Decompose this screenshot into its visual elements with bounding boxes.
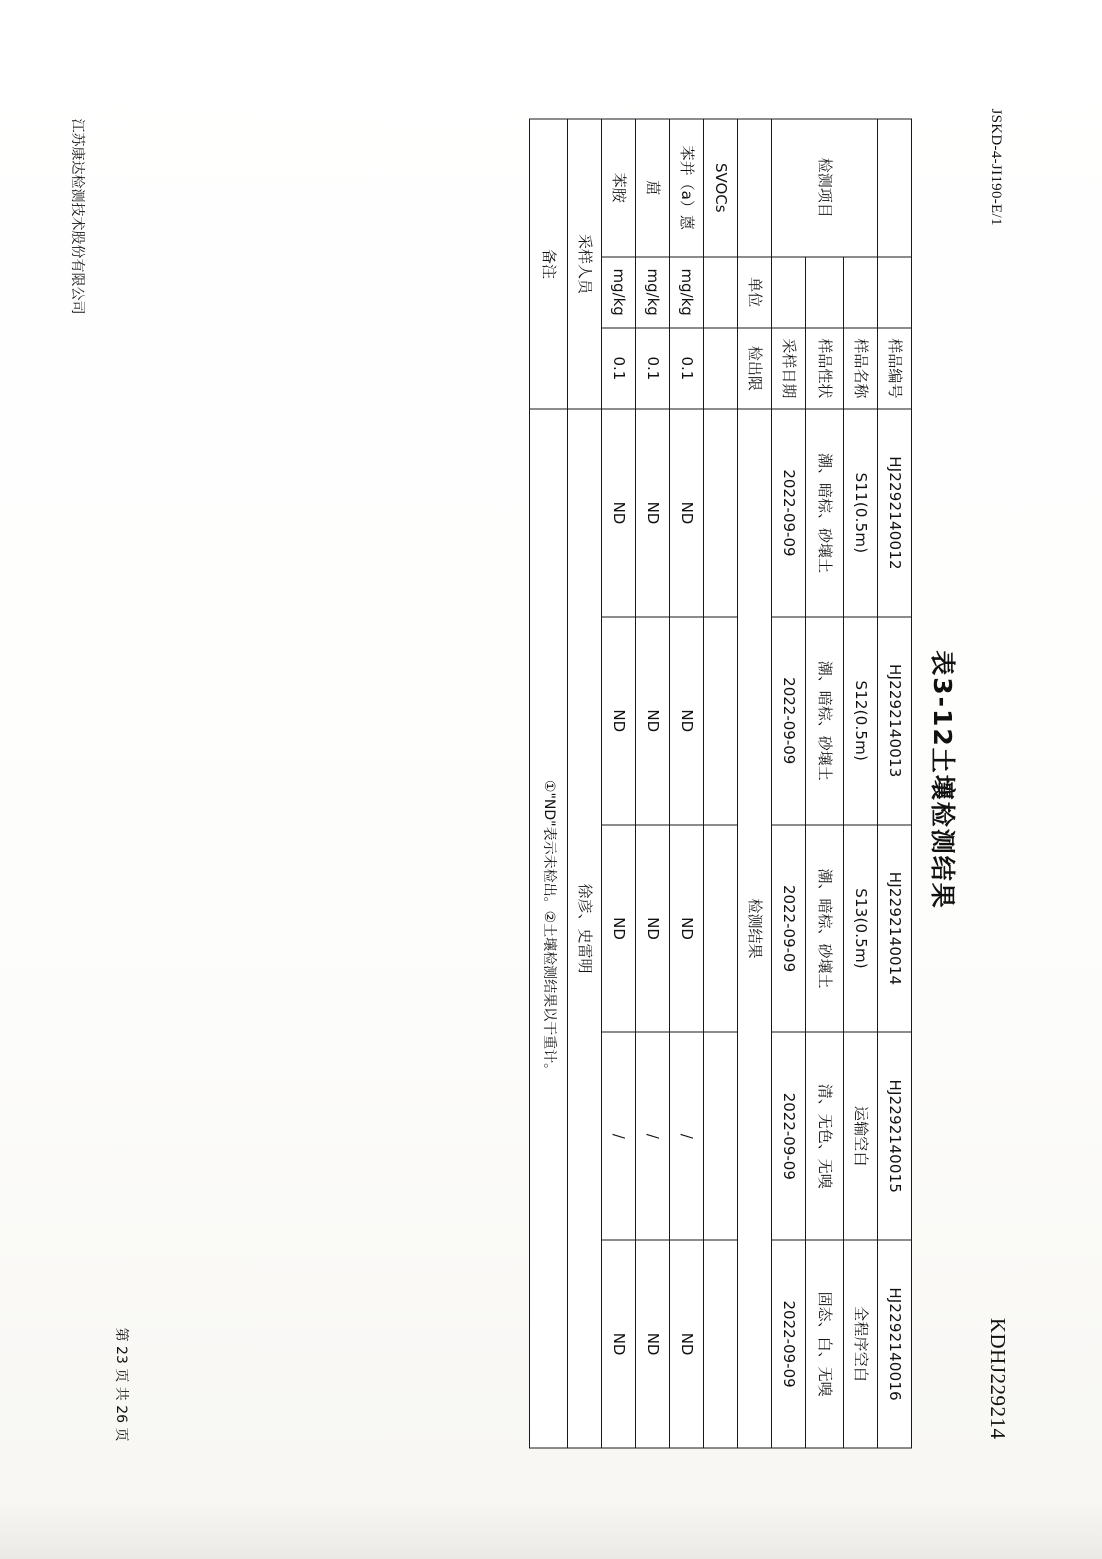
cell-sample-no-3: HJ2292140014 xyxy=(878,824,912,1032)
item-name-2: 苯胺 xyxy=(602,119,636,257)
footer-page-number: 第 23 页 共 26 页 xyxy=(113,1327,129,1441)
item-1-value-3: ND xyxy=(636,824,670,1032)
cell-sample-no-5: HJ2292140016 xyxy=(878,1240,912,1448)
table-row-remark xyxy=(530,119,568,1448)
result-header: 检测结果 xyxy=(738,409,772,1448)
cell-blank-unit-4 xyxy=(772,256,806,327)
cell-sampling-date-4: 2022-09-09 xyxy=(772,1032,806,1240)
cell-label-blank-1 xyxy=(878,119,912,257)
item-0-value-4: / xyxy=(670,1032,704,1240)
table-row-unit-header xyxy=(738,119,772,1448)
table-row-sampler xyxy=(568,119,602,1448)
cell-sample-no-4: HJ2292140015 xyxy=(878,1032,912,1240)
table-row-sample-no xyxy=(878,119,912,1448)
cell-sample-no-1: HJ2292140012 xyxy=(878,409,912,617)
cell-sampling-date-2: 2022-09-09 xyxy=(772,616,806,824)
cell-sample-name-5: 全程序空白 xyxy=(844,1240,878,1448)
item-2-value-1: ND xyxy=(602,409,636,617)
item-name-0: 苯并（a）蒽 xyxy=(670,119,704,257)
cell-blank-svocs-dl xyxy=(704,327,738,408)
table-row-item-2 xyxy=(602,119,636,1448)
row-label-detection-limit: 检出限 xyxy=(738,327,772,408)
footer-company-name: 江苏康达检测技术股份有限公司 xyxy=(69,118,85,314)
item-0-value-3: ND xyxy=(670,824,704,1032)
item-2-value-4: / xyxy=(602,1032,636,1240)
item-1-value-4: / xyxy=(636,1032,670,1240)
row-label-unit: 单位 xyxy=(738,256,772,327)
table-row-group-svocs xyxy=(704,119,738,1448)
cell-sample-name-3: S13(0.5m) xyxy=(844,824,878,1032)
cell-sample-property-3: 潮、暗棕、砂壤土 xyxy=(806,824,844,1032)
table-row-item-1 xyxy=(636,119,670,1448)
table-row-sample-property xyxy=(806,119,844,1448)
cell-sampling-date-5: 2022-09-09 xyxy=(772,1240,806,1448)
item-dl-2: 0.1 xyxy=(602,327,636,408)
group-label-svocs: SVOCs xyxy=(704,119,738,257)
item-2-value-5: ND xyxy=(602,1240,636,1448)
item-0-value-1: ND xyxy=(670,409,704,617)
cell-sampler-value: 徐彦、史雷明 xyxy=(568,409,602,1448)
cell-sample-name-2: S12(0.5m) xyxy=(844,616,878,824)
table-row-sample-name xyxy=(844,119,878,1448)
item-1-value-5: ND xyxy=(636,1240,670,1448)
cell-blank-svocs-5 xyxy=(704,1240,738,1448)
cell-blank-svocs-unit xyxy=(704,256,738,327)
item-name-1: 䓛 xyxy=(636,119,670,257)
item-unit-0: mg/kg xyxy=(670,256,704,327)
page-title: 表3-12土壤检测结果 xyxy=(928,649,957,910)
item-1-value-2: ND xyxy=(636,616,670,824)
row-label-sample-property: 样品性状 xyxy=(806,327,844,408)
item-unit-2: mg/kg xyxy=(602,256,636,327)
document-code-left: JSKD-4-JI190-E/1 xyxy=(988,108,1004,226)
cell-blank-svocs-1 xyxy=(704,409,738,617)
item-1-value-1: ND xyxy=(636,409,670,617)
row-label-test-item: 检测项目 xyxy=(772,119,878,257)
row-label-remark: 备注 xyxy=(530,119,568,409)
cell-sample-property-4: 清、无色、无嗅 xyxy=(806,1032,844,1240)
cell-blank-left-1 xyxy=(738,119,772,257)
cell-blank-unit-3 xyxy=(806,256,844,327)
results-table xyxy=(529,118,912,1448)
cell-sample-name-1: S11(0.5m) xyxy=(844,409,878,617)
cell-blank-unit-2 xyxy=(844,256,878,327)
item-0-value-5: ND xyxy=(670,1240,704,1448)
cell-sample-property-1: 潮、暗棕、砂壤土 xyxy=(806,409,844,617)
row-label-sampling-date: 采样日期 xyxy=(772,327,806,408)
cell-blank-svocs-4 xyxy=(704,1032,738,1240)
item-2-value-2: ND xyxy=(602,616,636,824)
cell-blank-unit-1 xyxy=(878,256,912,327)
item-unit-1: mg/kg xyxy=(636,256,670,327)
report-number: KDHJ229214 xyxy=(986,1317,1010,1439)
cell-blank-svocs-2 xyxy=(704,616,738,824)
item-2-value-3: ND xyxy=(602,824,636,1032)
row-label-sample-no: 样品编号 xyxy=(878,327,912,408)
cell-sampling-date-1: 2022-09-09 xyxy=(772,409,806,617)
row-label-sampler: 采样人员 xyxy=(568,119,602,409)
cell-sample-name-4: 运输空白 xyxy=(844,1032,878,1240)
row-label-sample-name: 样品名称 xyxy=(844,327,878,408)
cell-sample-property-2: 潮、暗棕、砂壤土 xyxy=(806,616,844,824)
cell-sampling-date-3: 2022-09-09 xyxy=(772,824,806,1032)
cell-blank-svocs-3 xyxy=(704,824,738,1032)
cell-remark-value: ①"ND"表示未检出。②土壤检测结果以干重计。 xyxy=(530,409,568,1448)
table-row-item-0 xyxy=(670,119,704,1448)
cell-sample-no-2: HJ2292140013 xyxy=(878,616,912,824)
item-dl-0: 0.1 xyxy=(670,327,704,408)
table-row-sampling-date xyxy=(772,119,806,1448)
item-dl-1: 0.1 xyxy=(636,327,670,408)
item-0-value-2: ND xyxy=(670,616,704,824)
cell-sample-property-5: 固态、白、无嗅 xyxy=(806,1240,844,1448)
